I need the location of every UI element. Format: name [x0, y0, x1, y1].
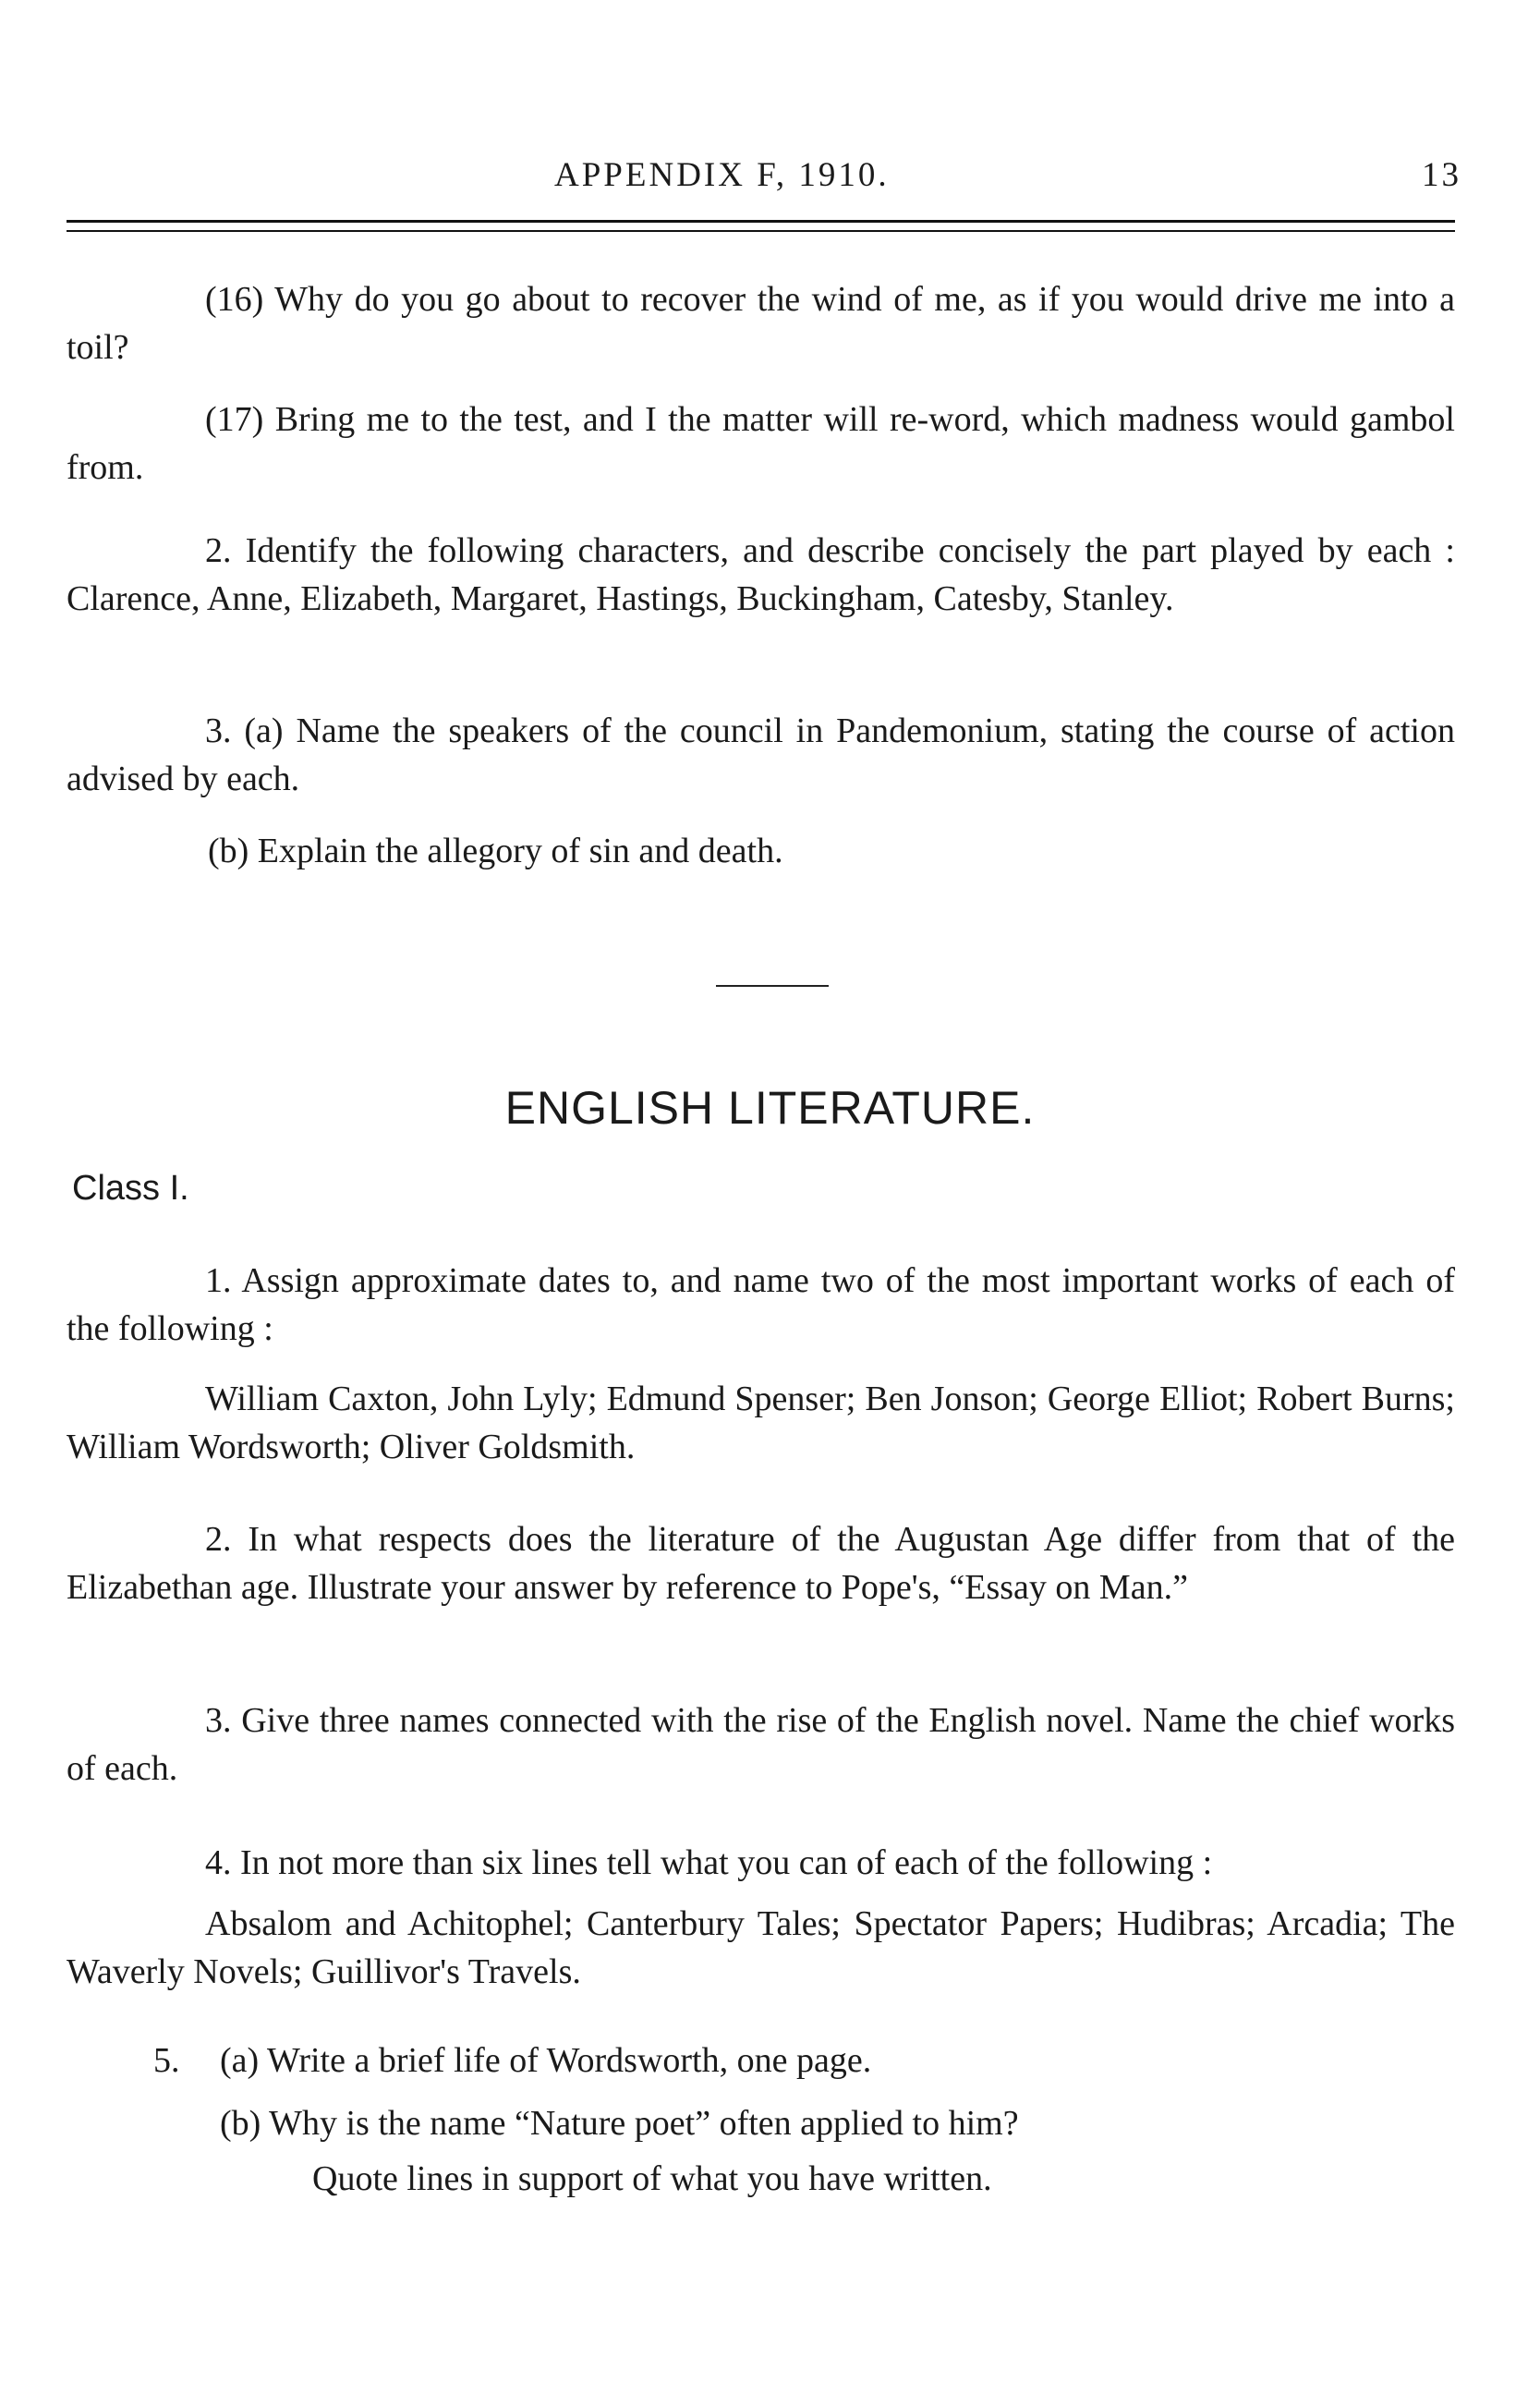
question-17: (17) Bring me to the test, and I the matter will re-word, which madness would gambol from. [67, 400, 1455, 487]
question-16: (16) Why do you go about to recover the wind of me, as if you would drive me into a toil? [67, 280, 1455, 367]
running-title: APPENDIX F, 1910. [554, 156, 890, 194]
class-label: Class I. [72, 1169, 189, 1208]
header-double-rule [67, 220, 1455, 232]
page-number: 13 [1422, 156, 1461, 194]
question-2-augustan: 2. In what respects does the literature of the Augustan Age differ from that of the Elizabethan age. Illustrate your answer by reference to Pope's, “Essay on Man.” [67, 1520, 1455, 1607]
question-3a-pandemonium: 3. (a) Name the speakers of the council in Pandemonium, stating the course of action advised by each. [67, 711, 1455, 798]
question-1-dates: 1. Assign approximate dates to, and name two of the most important works of each of the following : [67, 1261, 1455, 1348]
question-2-characters: 2. Identify the following characters, and describe concisely the part played by each : Clarence, Anne, Elizabeth, Margaret, Hastings, Buckingham, Catesby, Stanley. [67, 531, 1455, 618]
question-3-novel: 3. Give three names connected with the rise of the English novel. Name the chief works of each. [67, 1701, 1455, 1788]
question-4-works: Absalom and Achitophel; Canterbury Tales; Spectator Papers; Hudibras; Arcadia; The Waverly Novels; Guillivor's Travels. [67, 1904, 1455, 1991]
question-5-number: 5. [153, 2041, 180, 2080]
question-1-authors: William Caxton, John Lyly; Edmund Spenser; Ben Jonson; George Elliot; Robert Burns; William Wordsworth; Oliver Goldsmith. [67, 1380, 1455, 1466]
section-title: ENGLISH LITERATURE. [504, 1082, 1036, 1134]
question-5a-life: (a) Write a brief life of Wordsworth, one page. [220, 2041, 872, 2080]
question-3b-allegory: (b) Explain the allegory of sin and death. [208, 832, 783, 870]
question-5b-nature-poet: (b) Why is the name “Nature poet” often applied to him? [220, 2104, 1019, 2143]
running-head [0, 155, 1540, 201]
section-divider [716, 985, 829, 987]
question-5b-quote: Quote lines in support of what you have written. [312, 2159, 992, 2198]
question-4-six-lines: 4. In not more than six lines tell what you can of each of the following : [205, 1843, 1213, 1882]
